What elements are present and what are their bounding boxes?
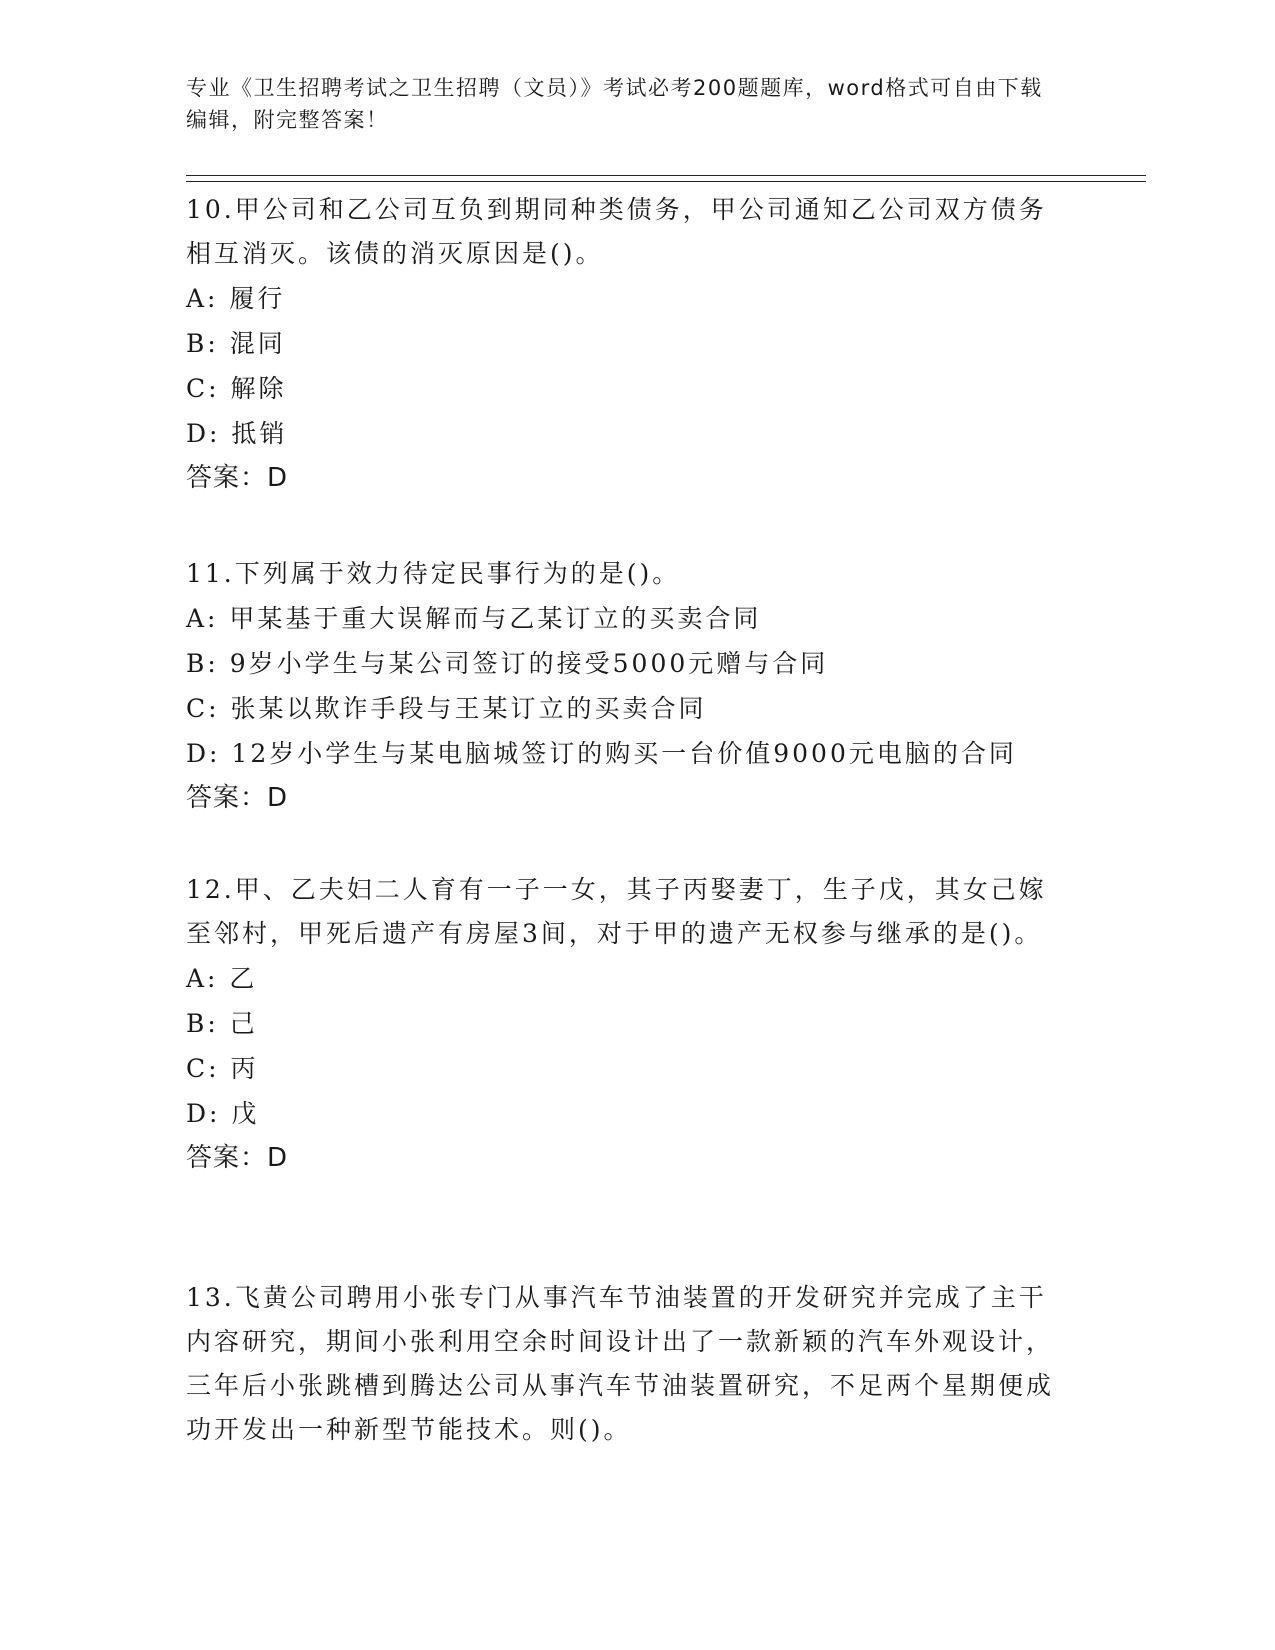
answer: 答案：D: [186, 1143, 289, 1173]
question-11: [186, 552, 1066, 821]
question-12: [186, 868, 1066, 1181]
option-c: C: 丙: [186, 1054, 259, 1083]
answer: 答案：D: [186, 783, 289, 813]
question-stem: 11.下列属于效力待定民事行为的是()。: [186, 559, 681, 588]
option-b: B: 己: [186, 1009, 258, 1038]
option-a: A: 履行: [186, 284, 286, 313]
question-stem: 12.甲、乙夫妇二人育有一子一女，其子丙娶妻丁，生子戊，其女己嫁至邻村，甲死后遗产有房屋3间，对于甲的遗产无权参与继承的是()。: [186, 875, 1047, 948]
option-d: D: 戊: [186, 1099, 260, 1128]
question-10: [186, 188, 1066, 501]
question-13: [186, 1276, 1066, 1452]
answer: 答案：D: [186, 463, 289, 493]
option-d: D: 12岁小学生与某电脑城签订的购买一台价值9000元电脑的合同: [186, 739, 1017, 768]
option-b: B: 混同: [186, 329, 286, 358]
document-header: 专业《卫生招聘考试之卫生招聘（文员）》考试必考200题题库，word格式可自由下载编辑，附完整答案！: [186, 76, 1043, 132]
option-c: C: 张某以欺诈手段与王某订立的买卖合同: [186, 694, 707, 723]
option-a: A: 甲某基于重大误解而与乙某订立的买卖合同: [186, 604, 762, 633]
option-b: B: 9岁小学生与某公司签订的接受5000元赠与合同: [186, 649, 829, 678]
header-divider: [186, 175, 1146, 182]
option-d: D: 抵销: [186, 419, 288, 448]
option-c: C: 解除: [186, 374, 287, 403]
option-a: A: 乙: [186, 964, 258, 993]
question-stem: 13.飞黄公司聘用小张专门从事汽车节油装置的开发研究并完成了主干内容研究，期间小张利用空余时间设计出了一款新颖的汽车外观设计，三年后小张跳槽到腾达公司从事汽车节油装置研究，不足两个星期便成功开发出一种新型节能技术。则()。: [186, 1283, 1055, 1444]
question-stem: 10.甲公司和乙公司互负到期同种类债务，甲公司通知乙公司双方债务相互消灭。该债的消灭原因是()。: [186, 195, 1047, 268]
